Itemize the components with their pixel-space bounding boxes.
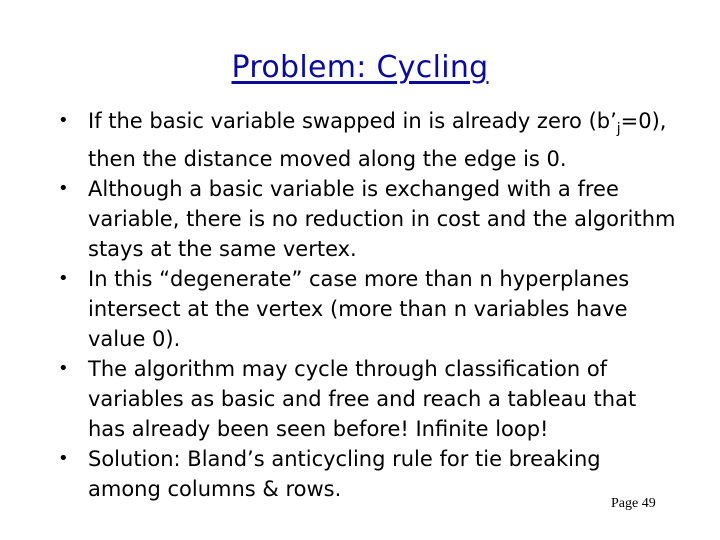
bullet-marker: • <box>58 448 69 469</box>
bullet-marker: • <box>58 178 69 199</box>
bullet-item <box>58 106 678 174</box>
bullet-text: If the basic variable swapped in is already zero (b’ <box>88 109 617 133</box>
bullet-item <box>58 174 678 264</box>
bullet-list <box>58 106 678 504</box>
bullet-marker: • <box>58 268 69 289</box>
bullet-text: The algorithm may cycle through classification of variables as basic and free and reach a tableau that has already been seen before! Infinite loop! <box>88 357 637 441</box>
slide-title: Problem: Cycling <box>231 50 489 85</box>
bullet-marker: • <box>58 110 69 131</box>
bullet-item <box>58 354 678 444</box>
bullet-text-continued: =0), then the distance moved along the edge is 0. <box>88 109 667 171</box>
page-number: Page 49 <box>611 496 656 511</box>
bullet-text: Although a basic variable is exchanged with a free variable, there is no reduction in cost and the algorithm stays at the same vertex. <box>88 177 676 261</box>
bullet-item <box>58 444 678 504</box>
bullet-item <box>58 264 678 354</box>
bullet-marker: • <box>58 358 69 379</box>
bullet-text: Solution: Bland’s anticycling rule for tie breaking among columns & rows. <box>88 447 601 501</box>
subscript-j: j <box>616 121 621 137</box>
bullet-text: In this “degenerate” case more than n hyperplanes intersect at the vertex (more than n variables have value 0). <box>88 267 630 351</box>
